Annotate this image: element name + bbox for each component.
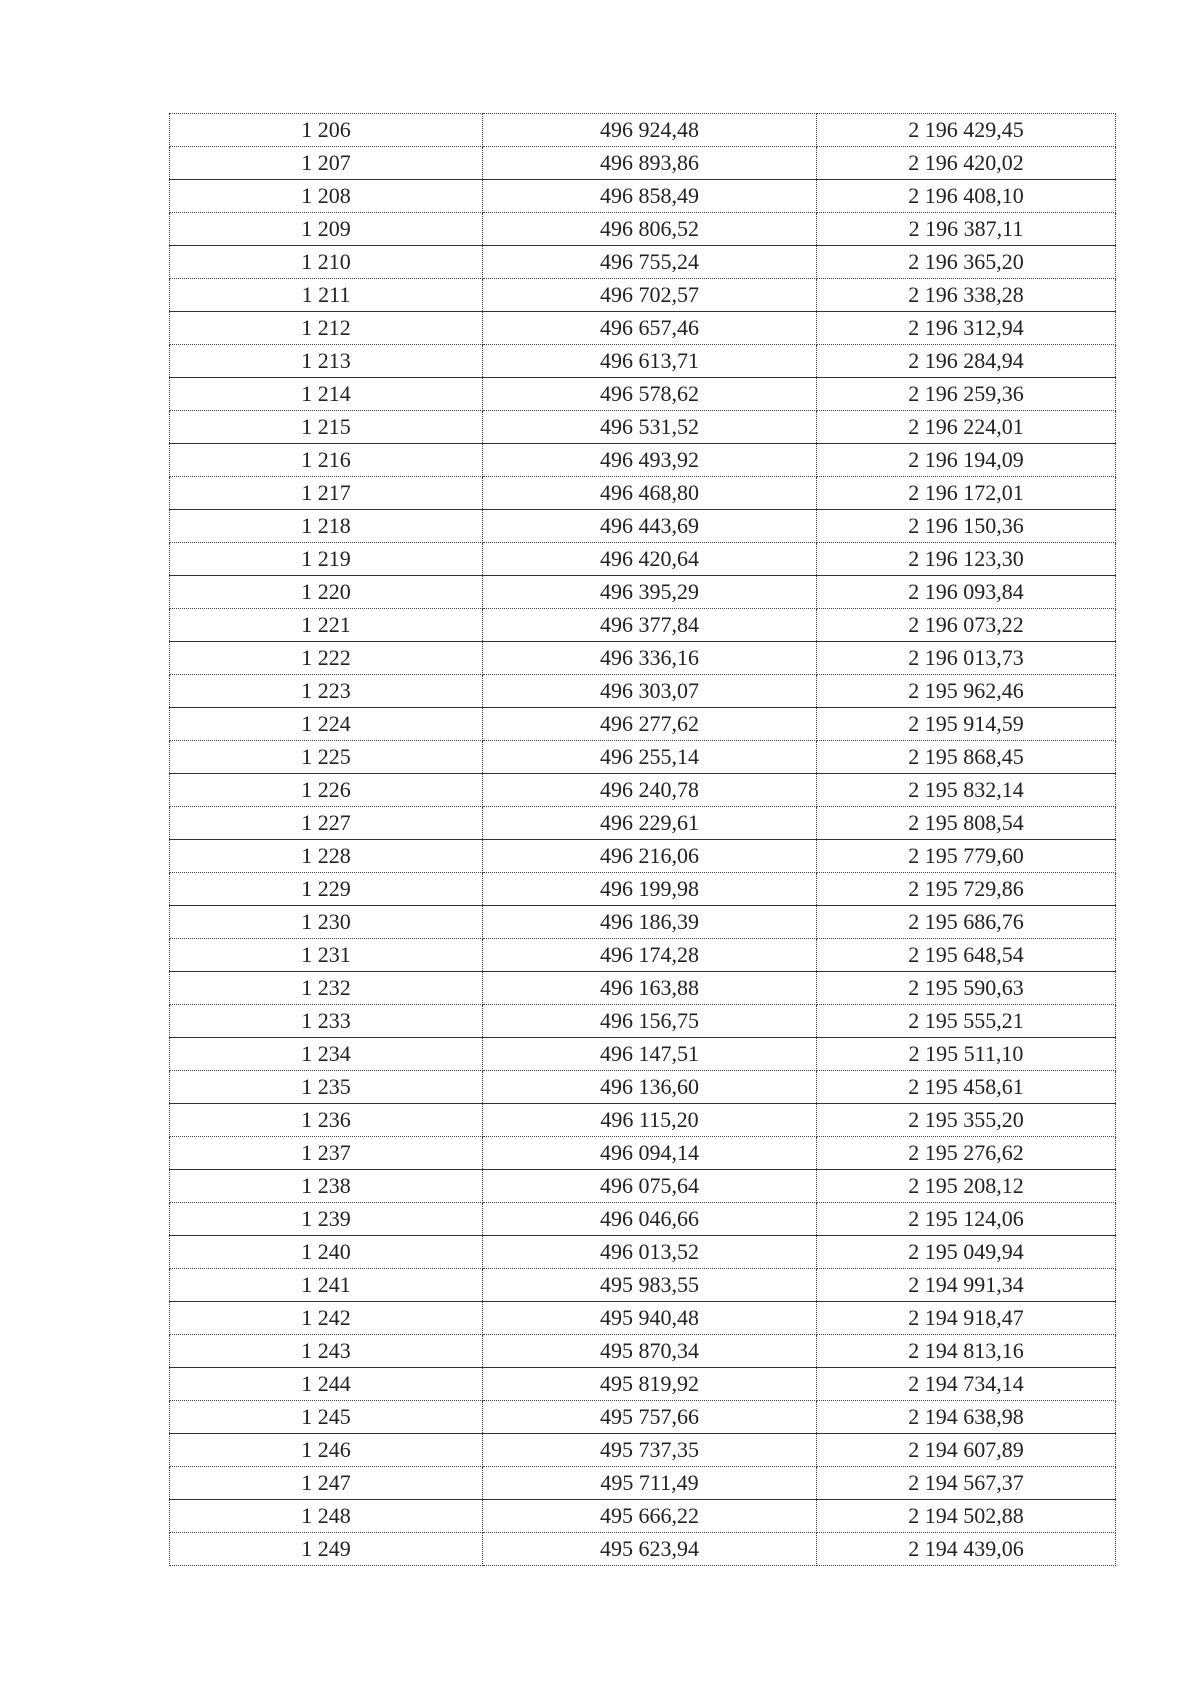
table-row	[170, 1236, 1116, 1269]
point-number-cell: 1 240	[170, 1236, 483, 1269]
y-coordinate-cell: 2 195 914,59	[817, 708, 1116, 741]
point-number-cell: 1 210	[170, 246, 483, 279]
table-row	[170, 1500, 1116, 1533]
x-coordinate-cell: 495 711,49	[483, 1467, 817, 1500]
table-row	[170, 774, 1116, 807]
point-number-cell: 1 220	[170, 576, 483, 609]
x-coordinate-cell: 496 115,20	[483, 1104, 817, 1137]
y-coordinate-cell: 2 194 439,06	[817, 1533, 1116, 1566]
point-number-cell: 1 242	[170, 1302, 483, 1335]
x-coordinate-cell: 496 094,14	[483, 1137, 817, 1170]
document-page	[169, 113, 1115, 1566]
x-coordinate-cell: 496 755,24	[483, 246, 817, 279]
point-number-cell: 1 236	[170, 1104, 483, 1137]
x-coordinate-cell: 495 940,48	[483, 1302, 817, 1335]
x-coordinate-cell: 496 199,98	[483, 873, 817, 906]
table-row	[170, 114, 1116, 147]
x-coordinate-cell: 496 147,51	[483, 1038, 817, 1071]
x-coordinate-cell: 496 924,48	[483, 114, 817, 147]
point-number-cell: 1 211	[170, 279, 483, 312]
x-coordinate-cell: 495 819,92	[483, 1368, 817, 1401]
point-number-cell: 1 224	[170, 708, 483, 741]
y-coordinate-cell: 2 194 734,14	[817, 1368, 1116, 1401]
x-coordinate-cell: 496 420,64	[483, 543, 817, 576]
point-number-cell: 1 225	[170, 741, 483, 774]
y-coordinate-cell: 2 195 511,10	[817, 1038, 1116, 1071]
y-coordinate-cell: 2 194 567,37	[817, 1467, 1116, 1500]
table-row	[170, 675, 1116, 708]
y-coordinate-cell: 2 195 832,14	[817, 774, 1116, 807]
table-row	[170, 1533, 1116, 1566]
y-coordinate-cell: 2 194 991,34	[817, 1269, 1116, 1302]
x-coordinate-cell: 496 336,16	[483, 642, 817, 675]
point-number-cell: 1 218	[170, 510, 483, 543]
x-coordinate-cell: 495 870,34	[483, 1335, 817, 1368]
table-row	[170, 840, 1116, 873]
y-coordinate-cell: 2 196 194,09	[817, 444, 1116, 477]
y-coordinate-cell: 2 195 355,20	[817, 1104, 1116, 1137]
y-coordinate-cell: 2 195 779,60	[817, 840, 1116, 873]
point-number-cell: 1 246	[170, 1434, 483, 1467]
table-row	[170, 972, 1116, 1005]
point-number-cell: 1 217	[170, 477, 483, 510]
point-number-cell: 1 229	[170, 873, 483, 906]
point-number-cell: 1 232	[170, 972, 483, 1005]
point-number-cell: 1 215	[170, 411, 483, 444]
y-coordinate-cell: 2 195 686,76	[817, 906, 1116, 939]
x-coordinate-cell: 496 277,62	[483, 708, 817, 741]
table-row	[170, 1302, 1116, 1335]
table-row	[170, 1467, 1116, 1500]
table-row	[170, 1203, 1116, 1236]
point-number-cell: 1 234	[170, 1038, 483, 1071]
y-coordinate-cell: 2 194 502,88	[817, 1500, 1116, 1533]
x-coordinate-cell: 495 623,94	[483, 1533, 817, 1566]
point-number-cell: 1 216	[170, 444, 483, 477]
point-number-cell: 1 243	[170, 1335, 483, 1368]
y-coordinate-cell: 2 196 284,94	[817, 345, 1116, 378]
x-coordinate-cell: 496 806,52	[483, 213, 817, 246]
x-coordinate-cell: 496 255,14	[483, 741, 817, 774]
point-number-cell: 1 208	[170, 180, 483, 213]
point-number-cell: 1 230	[170, 906, 483, 939]
table-row	[170, 1170, 1116, 1203]
y-coordinate-cell: 2 195 276,62	[817, 1137, 1116, 1170]
y-coordinate-cell: 2 196 172,01	[817, 477, 1116, 510]
y-coordinate-cell: 2 194 607,89	[817, 1434, 1116, 1467]
y-coordinate-cell: 2 195 590,63	[817, 972, 1116, 1005]
table-row	[170, 642, 1116, 675]
x-coordinate-cell: 496 395,29	[483, 576, 817, 609]
x-coordinate-cell: 496 531,52	[483, 411, 817, 444]
table-row	[170, 1104, 1116, 1137]
x-coordinate-cell: 495 983,55	[483, 1269, 817, 1302]
point-number-cell: 1 219	[170, 543, 483, 576]
point-number-cell: 1 207	[170, 147, 483, 180]
x-coordinate-cell: 496 702,57	[483, 279, 817, 312]
x-coordinate-cell: 496 075,64	[483, 1170, 817, 1203]
y-coordinate-cell: 2 196 408,10	[817, 180, 1116, 213]
table-row	[170, 477, 1116, 510]
point-number-cell: 1 228	[170, 840, 483, 873]
point-number-cell: 1 244	[170, 1368, 483, 1401]
x-coordinate-cell: 496 046,66	[483, 1203, 817, 1236]
table-row	[170, 576, 1116, 609]
table-row	[170, 1005, 1116, 1038]
y-coordinate-cell: 2 195 049,94	[817, 1236, 1116, 1269]
x-coordinate-cell: 496 657,46	[483, 312, 817, 345]
point-number-cell: 1 206	[170, 114, 483, 147]
y-coordinate-cell: 2 194 638,98	[817, 1401, 1116, 1434]
point-number-cell: 1 238	[170, 1170, 483, 1203]
table-row	[170, 444, 1116, 477]
x-coordinate-cell: 496 493,92	[483, 444, 817, 477]
table-row	[170, 873, 1116, 906]
table-row	[170, 708, 1116, 741]
point-number-cell: 1 221	[170, 609, 483, 642]
y-coordinate-cell: 2 196 387,11	[817, 213, 1116, 246]
table-row	[170, 1368, 1116, 1401]
point-number-cell: 1 209	[170, 213, 483, 246]
x-coordinate-cell: 496 468,80	[483, 477, 817, 510]
x-coordinate-cell: 496 303,07	[483, 675, 817, 708]
point-number-cell: 1 241	[170, 1269, 483, 1302]
x-coordinate-cell: 496 578,62	[483, 378, 817, 411]
x-coordinate-cell: 495 757,66	[483, 1401, 817, 1434]
point-number-cell: 1 223	[170, 675, 483, 708]
x-coordinate-cell: 496 156,75	[483, 1005, 817, 1038]
y-coordinate-cell: 2 196 123,30	[817, 543, 1116, 576]
y-coordinate-cell: 2 195 555,21	[817, 1005, 1116, 1038]
table-row	[170, 906, 1116, 939]
y-coordinate-cell: 2 196 429,45	[817, 114, 1116, 147]
y-coordinate-cell: 2 196 013,73	[817, 642, 1116, 675]
x-coordinate-cell: 496 186,39	[483, 906, 817, 939]
y-coordinate-cell: 2 196 338,28	[817, 279, 1116, 312]
y-coordinate-cell: 2 196 312,94	[817, 312, 1116, 345]
y-coordinate-cell: 2 195 208,12	[817, 1170, 1116, 1203]
y-coordinate-cell: 2 195 729,86	[817, 873, 1116, 906]
point-number-cell: 1 222	[170, 642, 483, 675]
point-number-cell: 1 237	[170, 1137, 483, 1170]
x-coordinate-cell: 496 174,28	[483, 939, 817, 972]
x-coordinate-cell: 496 229,61	[483, 807, 817, 840]
x-coordinate-cell: 496 240,78	[483, 774, 817, 807]
coordinates-table-body	[170, 114, 1116, 1566]
point-number-cell: 1 247	[170, 1467, 483, 1500]
point-number-cell: 1 235	[170, 1071, 483, 1104]
x-coordinate-cell: 496 136,60	[483, 1071, 817, 1104]
y-coordinate-cell: 2 194 813,16	[817, 1335, 1116, 1368]
coordinates-table	[169, 113, 1116, 1566]
table-row	[170, 1401, 1116, 1434]
table-row	[170, 180, 1116, 213]
y-coordinate-cell: 2 195 962,46	[817, 675, 1116, 708]
y-coordinate-cell: 2 195 808,54	[817, 807, 1116, 840]
x-coordinate-cell: 496 216,06	[483, 840, 817, 873]
y-coordinate-cell: 2 194 918,47	[817, 1302, 1116, 1335]
table-row	[170, 1335, 1116, 1368]
x-coordinate-cell: 496 013,52	[483, 1236, 817, 1269]
table-row	[170, 1269, 1116, 1302]
x-coordinate-cell: 496 858,49	[483, 180, 817, 213]
x-coordinate-cell: 496 377,84	[483, 609, 817, 642]
point-number-cell: 1 231	[170, 939, 483, 972]
point-number-cell: 1 245	[170, 1401, 483, 1434]
x-coordinate-cell: 496 613,71	[483, 345, 817, 378]
x-coordinate-cell: 495 737,35	[483, 1434, 817, 1467]
table-row	[170, 312, 1116, 345]
table-row	[170, 543, 1116, 576]
table-row	[170, 411, 1116, 444]
y-coordinate-cell: 2 196 150,36	[817, 510, 1116, 543]
table-row	[170, 345, 1116, 378]
point-number-cell: 1 239	[170, 1203, 483, 1236]
point-number-cell: 1 249	[170, 1533, 483, 1566]
table-row	[170, 1038, 1116, 1071]
y-coordinate-cell: 2 196 073,22	[817, 609, 1116, 642]
table-row	[170, 741, 1116, 774]
y-coordinate-cell: 2 196 259,36	[817, 378, 1116, 411]
point-number-cell: 1 233	[170, 1005, 483, 1038]
table-row	[170, 1137, 1116, 1170]
table-row	[170, 147, 1116, 180]
table-row	[170, 1071, 1116, 1104]
point-number-cell: 1 213	[170, 345, 483, 378]
table-row	[170, 510, 1116, 543]
y-coordinate-cell: 2 195 124,06	[817, 1203, 1116, 1236]
table-row	[170, 213, 1116, 246]
table-row	[170, 1434, 1116, 1467]
point-number-cell: 1 214	[170, 378, 483, 411]
y-coordinate-cell: 2 195 458,61	[817, 1071, 1116, 1104]
y-coordinate-cell: 2 196 093,84	[817, 576, 1116, 609]
x-coordinate-cell: 496 443,69	[483, 510, 817, 543]
point-number-cell: 1 227	[170, 807, 483, 840]
point-number-cell: 1 226	[170, 774, 483, 807]
table-row	[170, 279, 1116, 312]
y-coordinate-cell: 2 195 868,45	[817, 741, 1116, 774]
table-row	[170, 609, 1116, 642]
x-coordinate-cell: 496 163,88	[483, 972, 817, 1005]
y-coordinate-cell: 2 196 224,01	[817, 411, 1116, 444]
table-row	[170, 378, 1116, 411]
x-coordinate-cell: 496 893,86	[483, 147, 817, 180]
x-coordinate-cell: 495 666,22	[483, 1500, 817, 1533]
point-number-cell: 1 212	[170, 312, 483, 345]
y-coordinate-cell: 2 195 648,54	[817, 939, 1116, 972]
y-coordinate-cell: 2 196 365,20	[817, 246, 1116, 279]
table-row	[170, 246, 1116, 279]
table-row	[170, 807, 1116, 840]
y-coordinate-cell: 2 196 420,02	[817, 147, 1116, 180]
point-number-cell: 1 248	[170, 1500, 483, 1533]
table-row	[170, 939, 1116, 972]
